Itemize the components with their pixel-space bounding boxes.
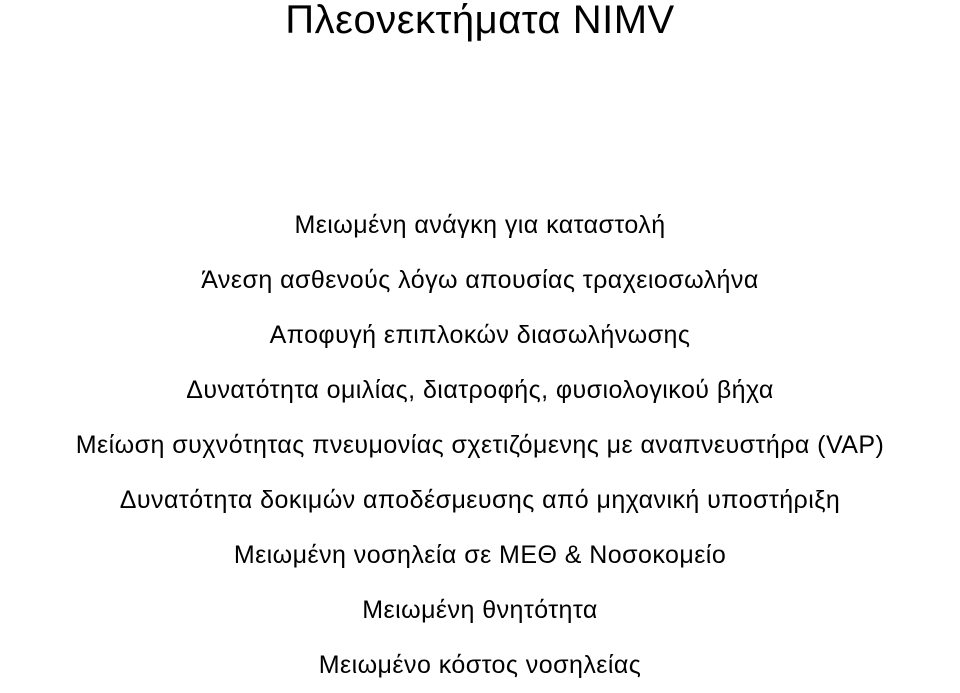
list-item: Μείωση συχνότητας πνευμονίας σχετιζόμενης με αναπνευστήρα (VAP): [75, 431, 885, 459]
list-item: Μειωμένη θνητότητα: [362, 596, 598, 624]
list-item: Δυνατότητα δοκιμών αποδέσμευσης από μηχανική υποστήριξη: [119, 486, 841, 514]
list-item: Μειωμένο κόστος νοσηλείας: [318, 651, 642, 679]
list-item: Αποφυγή επιπλοκών διασωλήνωσης: [269, 321, 691, 349]
list-item: Μειωμένη ανάγκη για καταστολή: [294, 211, 666, 239]
list-item: Άνεση ασθενούς λόγω απουσίας τραχειοσωλήνα: [201, 266, 759, 294]
slide-title: Πλεονεκτήματα NIMV: [285, 0, 675, 42]
list-item: Μειωμένη νοσηλεία σε ΜΕΘ & Νοσοκομείο: [233, 541, 727, 569]
advantages-list: [0, 198, 960, 693]
list-item: Δυνατότητα ομιλίας, διατροφής, φυσιολογικού βήχα: [186, 376, 774, 404]
